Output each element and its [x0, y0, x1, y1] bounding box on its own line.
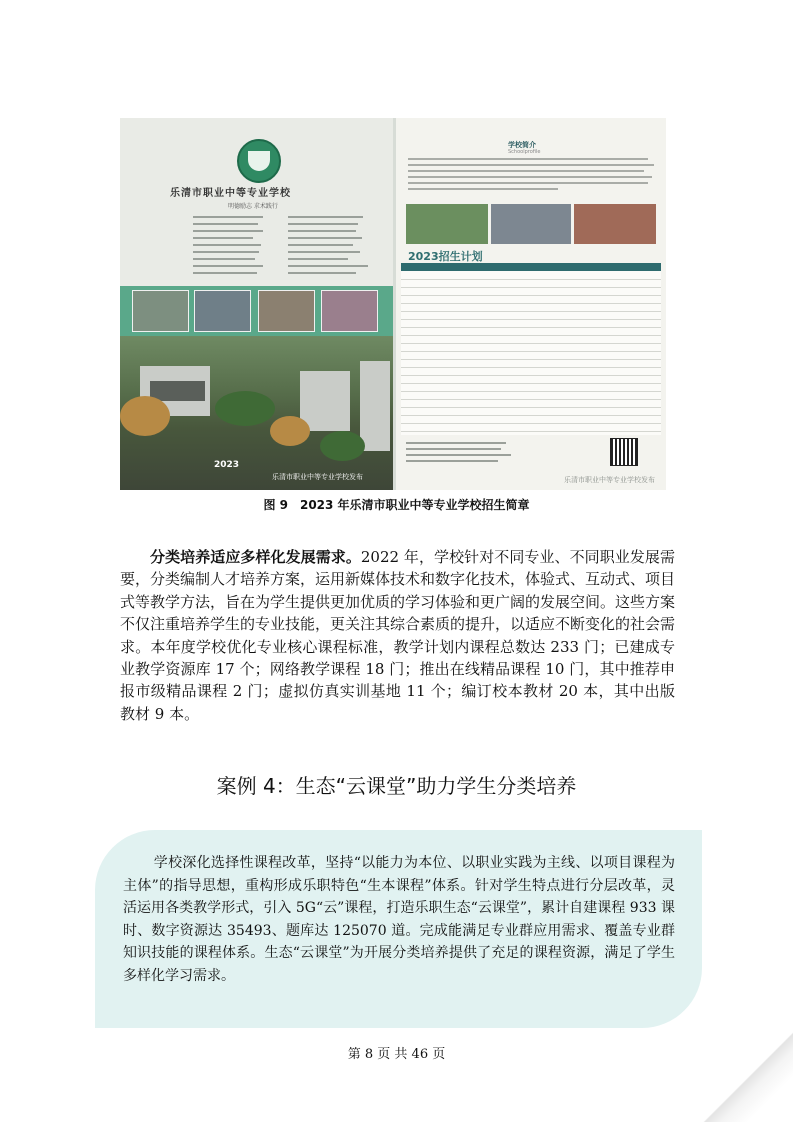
school-logo: [237, 139, 281, 183]
enrollment-table: [401, 271, 661, 435]
intro-subtitle: Schoolprofile: [508, 149, 541, 155]
contact-info: [406, 440, 516, 466]
case-title: 案例 4：生态“云课堂”助力学生分类培养: [216, 774, 577, 798]
paragraph-lead: 分类培养适应多样化发展需求。: [150, 548, 361, 566]
activity-photo: [194, 290, 251, 332]
intro-text-block: [408, 158, 654, 194]
activity-photo: [132, 290, 189, 332]
campus-photo: [406, 204, 488, 244]
watermark: 乐清市职业中等专业学校发布: [272, 473, 363, 481]
watermark: 乐清市职业中等专业学校发布: [564, 476, 655, 484]
brochure-cover: [120, 118, 393, 490]
campus-photo: [574, 204, 656, 244]
brochure-school-name: 乐清市职业中等专业学校: [170, 188, 291, 199]
brochure-image: [120, 118, 666, 490]
qr-code: [610, 438, 638, 466]
case-text: 学校深化选择性课程改革，坚持“以能力为本位、以职业实践为主线、以项目课程为主体”的指导思想，重构形成乐职特色“生本课程”体系。针对学生特点进行分层改革，灵活运用各类教学形式，引入 5G“云”课程，打造乐职生态“云课堂”，累计自建课程 933 课时、数字资源达 35493、题库达 125070 道。完成能满足专业群应用需求、覆盖专业群知识技能的课程体系。生态“云课堂”为开展分类培养提供了充足的课程资源，满足了学生多样化学习需求。: [123, 855, 675, 984]
enrollment-plan-title: 2023招生计划: [408, 250, 483, 263]
activity-photo: [258, 290, 315, 332]
brochure-motto: 明德励志 求术践行: [228, 203, 278, 210]
enrollment-table-header: [401, 263, 661, 271]
brochure-info-page: [396, 118, 666, 490]
intro-title: 学校简介: [508, 141, 536, 149]
figure-caption: 图 9 2023 年乐清市职业中等专业学校招生简章: [263, 498, 530, 512]
body-paragraph: [120, 546, 675, 725]
campus-photo: [120, 336, 393, 490]
paragraph-body: 2022 年，学校针对不同专业、不同职业发展需要，分类编制人才培养方案，运用新媒体技术和数字化技术，体验式、互动式、项目式等教学方法，旨在为学生提供更加优质的学习体验和更广阔的发展空间。这些方案不仅注重培养学生的专业技能，更关注其综合素质的提升，以适应不断变化的社会需求。本年度学校优化专业核心课程标准，教学计划内课程总数达 233 门；已建成专业教学资源库 17 个；网络教学课程 18 门；推出在线精品课程 10 门，其中推荐申报市级精品课程 2 门；虚拟仿真实训基地 11 个；编订校本教材 20 本，其中出版教材 9 本。: [120, 548, 676, 723]
year-badge: 2023: [214, 460, 240, 470]
honors-list: [193, 214, 383, 286]
campus-photo: [491, 204, 571, 244]
page-number: 第 8 页 共 46 页: [347, 1047, 446, 1062]
activity-photo: [321, 290, 378, 332]
